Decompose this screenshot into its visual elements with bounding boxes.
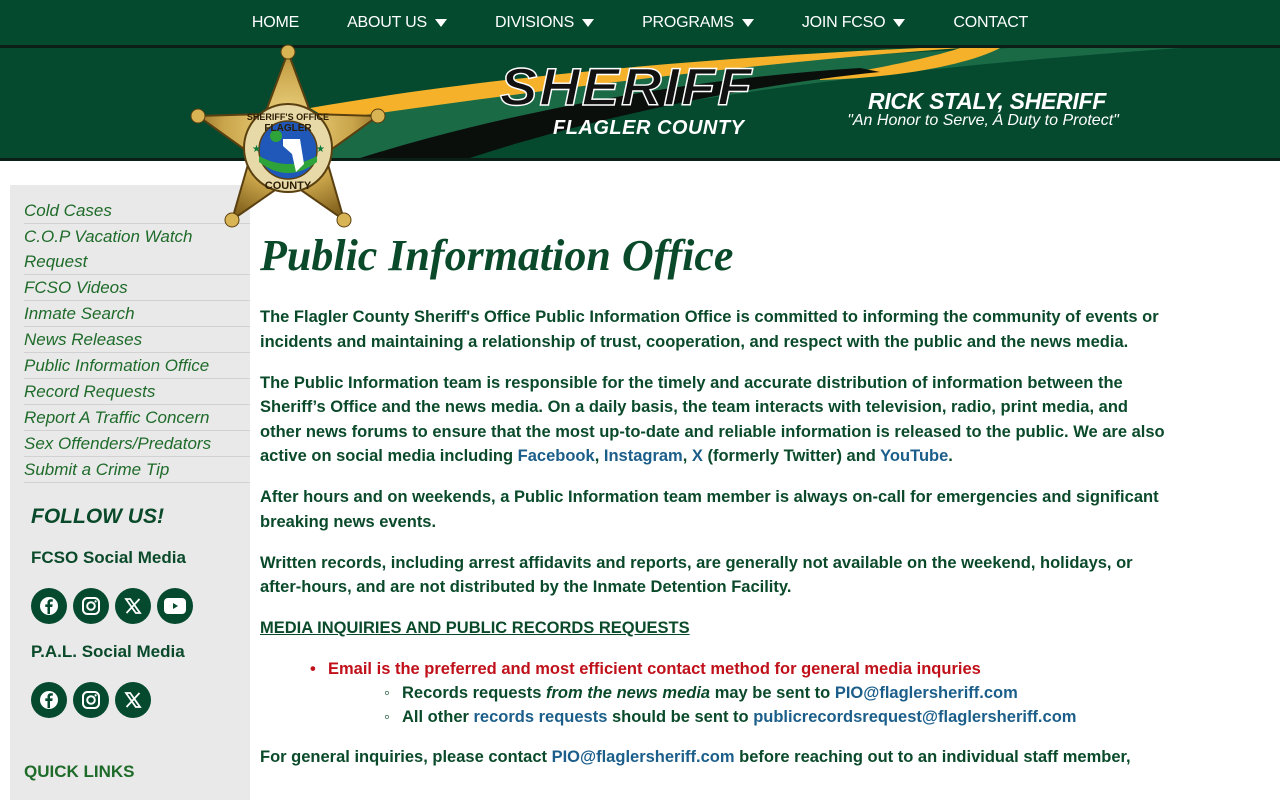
facebook-icon[interactable]	[31, 588, 67, 624]
media-inquiries-heading: MEDIA INQUIRIES AND PUBLIC RECORDS REQUESTS	[260, 619, 690, 637]
x-icon[interactable]	[115, 682, 151, 718]
banner-motto: "An Honor to Serve, A Duty to Protect"	[847, 112, 1119, 129]
pio-email-link[interactable]: PIO@flaglersheriff.com	[551, 748, 735, 766]
contact-method-list	[310, 657, 1170, 729]
caret-down-icon	[435, 19, 447, 27]
sidebar-link-submit-crime-tip[interactable]: Submit a Crime Tip	[24, 457, 250, 483]
x-link[interactable]: X	[691, 447, 703, 465]
sidebar-link-report-traffic-concern[interactable]: Report A Traffic Concern	[24, 405, 250, 431]
after-hours-paragraph: After hours and on weekends, a Public Information team member is always on-call for emergencies and significant breaking news events.	[260, 488, 1159, 531]
period: .	[948, 447, 953, 465]
youtube-icon[interactable]	[157, 588, 193, 624]
nav-divisions[interactable]	[471, 14, 618, 32]
banner-title: SHERIFF	[500, 56, 754, 117]
nav-home[interactable]	[228, 14, 323, 32]
sidebar-link-cop-vacation-watch[interactable]: C.O.P Vacation Watch	[24, 227, 193, 246]
written-records-paragraph: Written records, including arrest affidavits and reports, are generally not available on the weekend, holidays, or after-hours, and are not distributed by the Inmate Detention Facility.	[260, 553, 1133, 596]
records-request-sublist	[384, 681, 1170, 729]
fcso-social-icons	[31, 588, 193, 624]
sidebar-link-public-information-office[interactable]: Public Information Office	[24, 353, 250, 379]
pal-social-heading: P.A.L. Social Media	[31, 642, 185, 661]
text: may be sent to	[710, 684, 835, 702]
caret-down-icon	[893, 19, 905, 27]
caret-down-icon	[582, 19, 594, 27]
sidebar-link-inmate-search[interactable]: Inmate Search	[24, 301, 250, 327]
sidebar-link-sex-offenders[interactable]: Sex Offenders/Predators	[24, 431, 250, 457]
text: before reaching out to an individual staff member,	[734, 748, 1131, 766]
public-records-email-link[interactable]: publicrecordsrequest@flaglersheriff.com	[753, 708, 1077, 726]
nav-about-us-label: ABOUT US	[347, 13, 427, 31]
nav-programs-label: PROGRAMS	[642, 13, 734, 31]
fcso-social-heading: FCSO Social Media	[31, 548, 186, 567]
svg-text:FLAGLER: FLAGLER	[264, 123, 312, 134]
team-paragraph-text: The Public Information team is responsible for the timely and accurate distribution of information between the Sheriff’s Office and the news media. On a daily basis, the team interacts with television, radio, print media, and other news forums to ensure that the most up-to-date and reliable information is released to the public. We are also active on social media including	[260, 373, 1165, 465]
separator: ,	[594, 447, 604, 465]
caret-down-icon	[742, 19, 754, 27]
page-title: Public Information Office	[260, 231, 734, 280]
follow-us-heading: FOLLOW US!	[31, 505, 164, 528]
svg-text:★: ★	[316, 144, 325, 155]
facebook-link[interactable]: Facebook	[517, 447, 595, 465]
main-content	[260, 230, 1170, 786]
pio-email-link[interactable]: PIO@flaglersheriff.com	[834, 684, 1018, 702]
separator: ,	[682, 447, 692, 465]
text: Records requests	[402, 684, 546, 702]
sidebar-link-cold-cases[interactable]: Cold Cases	[24, 198, 250, 224]
nav-join-fcso[interactable]	[778, 14, 930, 32]
nav-about-us[interactable]	[323, 14, 471, 32]
sidebar-link-cop-vacation-watch-request[interactable]: Request	[24, 249, 250, 275]
intro-paragraph: The Flagler County Sheriff's Office Public Information Office is committed to informing the community of events or incidents and maintaining a relationship of trust, cooperation, and respect with the public and the news media.	[260, 308, 1159, 351]
youtube-link[interactable]: YouTube	[880, 447, 949, 465]
pal-social-icons	[31, 682, 151, 718]
instagram-link[interactable]: Instagram	[603, 447, 683, 465]
instagram-icon[interactable]	[73, 682, 109, 718]
text: All other	[402, 708, 474, 726]
facebook-icon[interactable]	[31, 682, 67, 718]
sidebar-link-news-releases[interactable]: News Releases	[24, 327, 250, 353]
team-paragraph	[260, 371, 1170, 469]
news-media-records-item	[384, 681, 1170, 705]
instagram-icon[interactable]	[73, 588, 109, 624]
nav-join-fcso-label: JOIN FCSO	[801, 13, 886, 31]
nav-home-label: HOME	[251, 13, 300, 31]
email-preferred-text: Email is the preferred and most efficient contact method for general media inquries	[328, 660, 981, 678]
svg-text:SHERIFF'S OFFICE: SHERIFF'S OFFICE	[246, 112, 330, 122]
formerly-twitter-text: (formerly Twitter) and	[702, 447, 881, 465]
emphasis-text: from the news media	[545, 684, 711, 702]
sidebar	[10, 185, 250, 800]
text: should be sent to	[607, 708, 754, 726]
records-requests-link[interactable]: records requests	[473, 708, 608, 726]
general-inquiries-paragraph	[260, 745, 1170, 770]
nav-contact-label: CONTACT	[953, 13, 1029, 31]
quick-links-heading: QUICK LINKS	[24, 762, 135, 781]
sidebar-link-record-requests[interactable]: Record Requests	[24, 379, 250, 405]
nav-divisions-label: DIVISIONS	[494, 13, 575, 31]
top-navigation	[0, 0, 1280, 45]
sheriff-name: RICK STALY, SHERIFF	[868, 88, 1106, 114]
text: For general inquiries, please contact	[260, 748, 552, 766]
nav-programs[interactable]	[618, 14, 778, 32]
banner-subtitle: FLAGLER COUNTY	[553, 117, 745, 139]
sidebar-link-fcso-videos[interactable]: FCSO Videos	[24, 275, 250, 301]
sheriff-star-badge-icon[interactable]	[188, 44, 388, 234]
other-records-item	[384, 705, 1170, 729]
x-icon[interactable]	[115, 588, 151, 624]
nav-contact[interactable]	[929, 14, 1052, 32]
email-preferred-item	[310, 657, 1170, 729]
svg-text:COUNTY: COUNTY	[264, 180, 312, 192]
svg-text:★: ★	[252, 144, 261, 155]
sidebar-links	[24, 198, 250, 483]
